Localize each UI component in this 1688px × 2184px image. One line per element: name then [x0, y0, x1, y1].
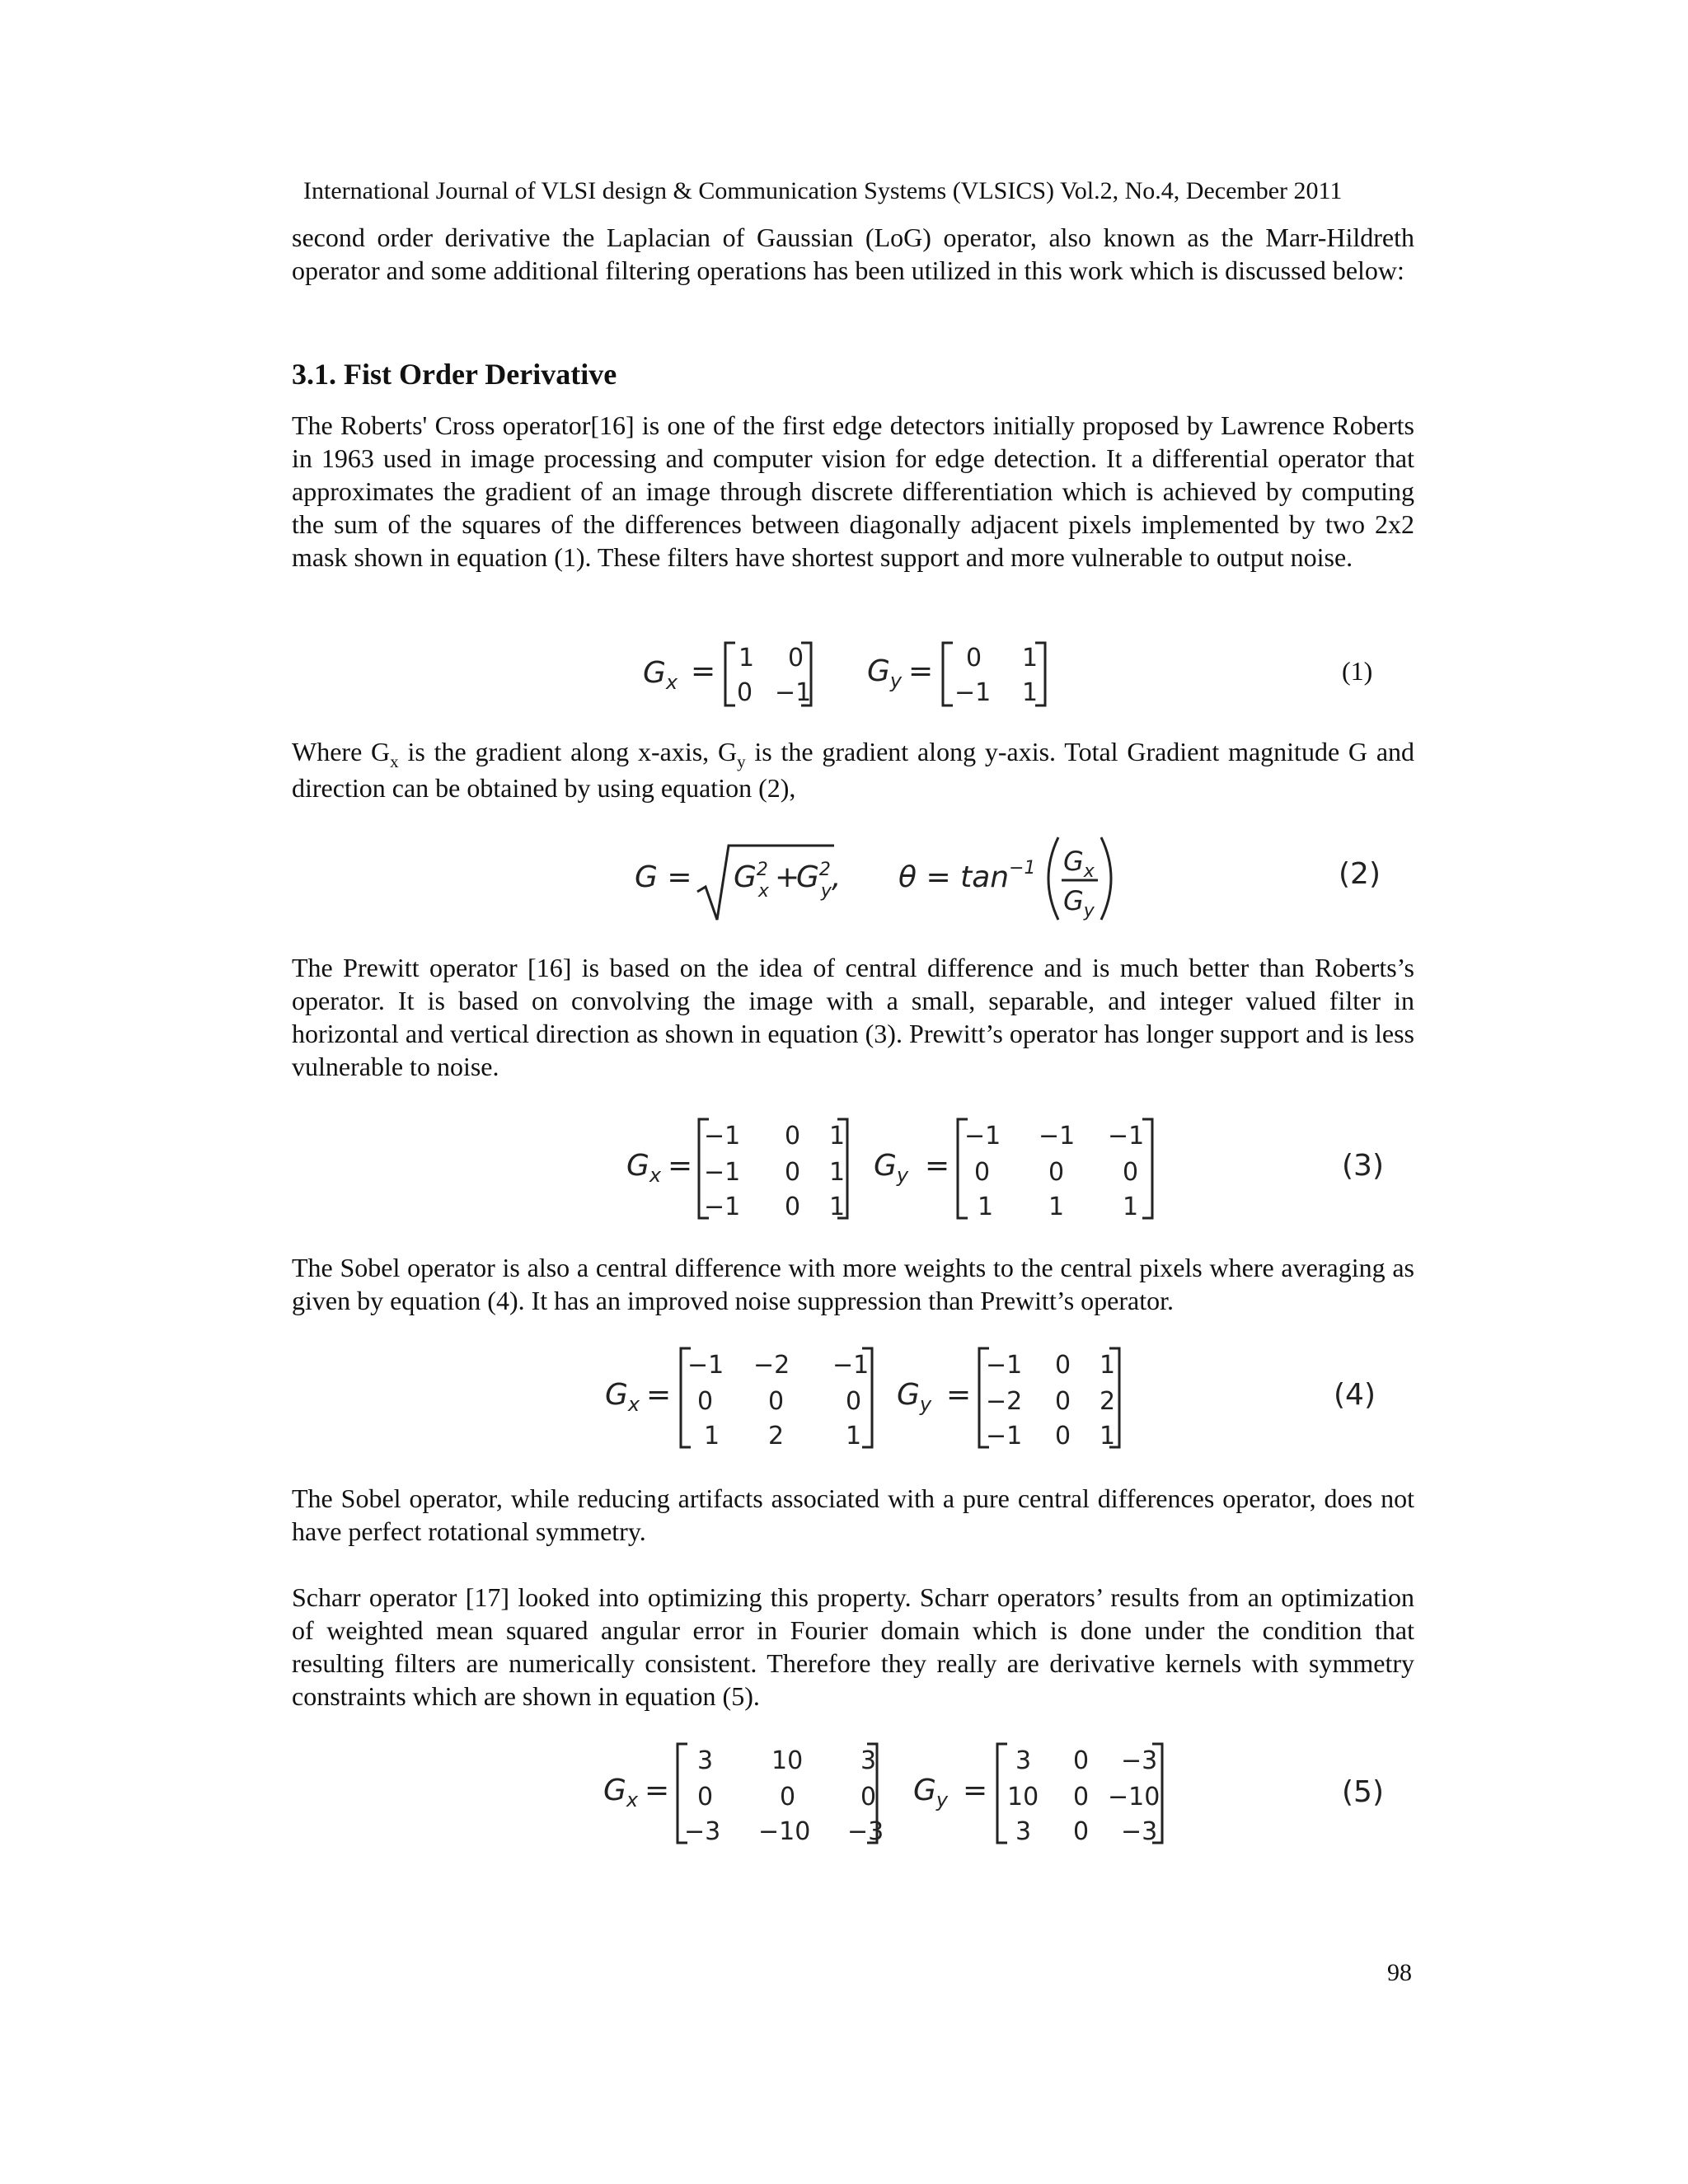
matrix-cell: −10: [1108, 1783, 1160, 1811]
matrix-cell: 0: [1073, 1783, 1090, 1811]
right-paren: [1101, 837, 1111, 920]
matrix-cell: 0: [846, 1387, 862, 1416]
matrix-cell: 10: [1007, 1783, 1039, 1811]
equals-sign: =: [645, 1774, 670, 1807]
matrix-cell: 0: [1073, 1817, 1090, 1846]
left-bracket: [943, 643, 953, 705]
plus-sign: +: [775, 860, 800, 894]
left-bracket: [725, 643, 735, 705]
equals-sign: =: [908, 654, 934, 688]
matrix-cell: −2: [986, 1387, 1023, 1416]
sobel-note-paragraph: The Sobel operator, while reducing artifacts associated with a pure central differences operator, does not have perfect rotational symmetry.: [292, 1483, 1414, 1546]
matrix-cell: −1: [964, 1122, 1001, 1151]
matrix-cell: 0: [1055, 1351, 1071, 1380]
equals-sign: =: [963, 1774, 988, 1807]
matrix-cell: −10: [758, 1817, 811, 1846]
matrix-cell: 1: [829, 1193, 846, 1221]
matrix-cell: 1: [1022, 644, 1039, 673]
matrix-cell: 1: [829, 1158, 846, 1187]
equals-sign: =: [946, 1378, 972, 1412]
matrix-cell: −3: [847, 1817, 884, 1846]
where-paragraph: Where $G_x$ is the gradient along x-axis, $G_y$ is the gradient along y-axis. Total Gradient magnitude G and direction can be obtained by using equation (2),: [292, 737, 1415, 803]
gx-symbol: $G_x$: [643, 656, 678, 694]
matrix-cell: 0: [780, 1783, 796, 1811]
equation-number: (2): [1339, 857, 1381, 891]
matrix-cell: 0: [966, 644, 982, 673]
equation-5-figure: [603, 1741, 1197, 1848]
matrix-cell: 0: [785, 1193, 801, 1221]
matrix-cell: −1: [1039, 1122, 1076, 1151]
gx-symbol: $G_x$: [605, 1378, 640, 1416]
left-bracket: [997, 1744, 1007, 1843]
matrix-cell: −1: [986, 1351, 1023, 1380]
matrix-cell: 0: [1123, 1158, 1139, 1187]
matrix-cell: 0: [785, 1122, 801, 1151]
matrix-cell: −1: [775, 678, 812, 707]
equation-2: [626, 829, 1121, 932]
matrix-cell: 2: [1100, 1387, 1116, 1416]
roberts-paragraph: The Roberts' Cross operator[16] is one of the first edge detectors initially proposed by Lawrence Roberts in 1963 used in image processing and computer vision for edge detection. It a differential operator that approximates the gradient of an image through discrete differentiation which is achieved by computing the sum of the squares of the differences between diagonally adjacent pixels implemented by two 2x2 mask shown in equation (1). These filters have shortest support and more vulnerable to output noise.: [292, 410, 1414, 572]
sobel-paragraph: The Sobel operator is also a central difference with more weights to the central pixels where averaging as given by equation (4). It has an improved noise suppression than Prewitt’s operator.: [292, 1253, 1414, 1315]
matrix-cell: 0: [1073, 1746, 1090, 1775]
matrix-cell: 1: [1123, 1193, 1139, 1221]
equals-sign: =: [668, 1149, 693, 1183]
matrix-cell: 1: [704, 1422, 720, 1451]
matrix-cell: −1: [832, 1351, 870, 1380]
equals-sign: =: [925, 1149, 950, 1183]
matrix-cell: 3: [1015, 1817, 1032, 1846]
matrix-cell: 0: [737, 678, 753, 707]
matrix-cell: 2: [768, 1422, 785, 1451]
running-head: International Journal of VLSI design & Communication Systems (VLSICS) Vol.2, No.4, December 2011: [303, 177, 1343, 204]
matrix-cell: −1: [687, 1351, 724, 1380]
matrix-cell: −1: [986, 1422, 1023, 1451]
equation-3: [626, 1116, 1170, 1227]
equation-number: (1): [1342, 656, 1373, 686]
equation-4: [605, 1345, 1165, 1456]
equation-2-figure: [626, 829, 1121, 928]
matrix-cell: −3: [684, 1817, 721, 1846]
matrix-cell: 0: [788, 644, 804, 673]
equation-1: [643, 633, 1071, 716]
gx-squared: $G^2$ x: [734, 860, 769, 902]
equation-number: (5): [1342, 1775, 1384, 1809]
matrix-cell: 3: [1015, 1746, 1032, 1775]
equals-sign: =: [646, 1378, 672, 1412]
fraction-numerator: $G_x$: [1063, 846, 1095, 882]
matrix-cell: −1: [1108, 1122, 1145, 1151]
matrix-cell: −1: [704, 1158, 741, 1187]
matrix-cell: 0: [1055, 1422, 1071, 1451]
matrix-cell: 0: [697, 1783, 714, 1811]
matrix-cell: 1: [978, 1193, 994, 1221]
gy-squared: $G^2$ y,: [796, 860, 842, 902]
equation-5: [603, 1741, 1197, 1852]
equals-sign: =: [691, 654, 716, 688]
matrix-cell: 0: [1055, 1387, 1071, 1416]
gy-symbol: $G_y$: [867, 654, 903, 692]
gy-symbol: $G_y$: [874, 1149, 909, 1187]
matrix-cell: 1: [1100, 1422, 1116, 1451]
matrix-cell: 1: [1100, 1351, 1116, 1380]
matrix-cell: 1: [1048, 1193, 1065, 1221]
scharr-paragraph: Scharr operator [17] looked into optimizing this property. Scharr operators’ results from an optimization of weighted mean squared angular error in Fourier domain which is done under the condition that resulting filters are numerically consistent. Therefore they really are derivative kernels with symmetry constraints which are shown in equation (5).: [292, 1582, 1414, 1711]
matrix-cell: −1: [954, 678, 992, 707]
matrix-cell: 3: [860, 1746, 877, 1775]
matrix-cell: 0: [860, 1783, 877, 1811]
gx-symbol: $G_x$: [603, 1774, 639, 1811]
equation-1-figure: [643, 633, 1071, 712]
matrix-cell: 0: [974, 1158, 991, 1187]
intro-paragraph: second order derivative the Laplacian of Gaussian (LoG) operator, also known as the Marr-Hildreth operator and some additional filtering operations has been utilized in this work which is discussed below:: [292, 223, 1414, 285]
matrix-cell: 1: [829, 1122, 846, 1151]
matrix-cell: 0: [1048, 1158, 1065, 1187]
matrix-cell: 3: [697, 1746, 714, 1775]
matrix-cell: 0: [697, 1387, 714, 1416]
matrix-cell: 10: [771, 1746, 804, 1775]
matrix-cell: −1: [704, 1122, 741, 1151]
left-paren: [1048, 837, 1058, 920]
matrix-cell: 1: [738, 644, 755, 673]
gy-symbol: $G_y$: [913, 1774, 949, 1811]
matrix-cell: −2: [753, 1351, 790, 1380]
equation-number: (4): [1334, 1378, 1376, 1412]
direction-lhs: $\theta = \tan^{-1}$: [898, 858, 1036, 894]
matrix-cell: −3: [1121, 1746, 1158, 1775]
prewitt-paragraph: The Prewitt operator [16] is based on the idea of central difference and is much better than Roberts’s operator. It is based on convolving the image with a small, separable, and integer valued filter in horizontal and vertical direction as shown in equation (3). Prewitt’s operator has longer support and is less vulnerable to noise.: [292, 953, 1414, 1081]
matrix-cell: 0: [768, 1387, 785, 1416]
equation-3-figure: [626, 1116, 1170, 1223]
gx-symbol: $G_x$: [626, 1149, 662, 1187]
equation-4-figure: [605, 1345, 1165, 1452]
fraction-denominator: $G_y$: [1063, 885, 1095, 921]
matrix-cell: −1: [704, 1193, 741, 1221]
page-number: 98: [1387, 1959, 1412, 1986]
equation-number: (3): [1342, 1149, 1384, 1183]
matrix-cell: 1: [1022, 678, 1039, 707]
magnitude-lhs: G =: [635, 860, 692, 894]
gy-symbol: $G_y$: [897, 1378, 932, 1416]
matrix-cell: 0: [785, 1158, 801, 1187]
matrix-cell: −3: [1121, 1817, 1158, 1846]
matrix-cell: 1: [846, 1422, 862, 1451]
section-heading: 3.1. Fist Order Derivative: [292, 358, 617, 391]
